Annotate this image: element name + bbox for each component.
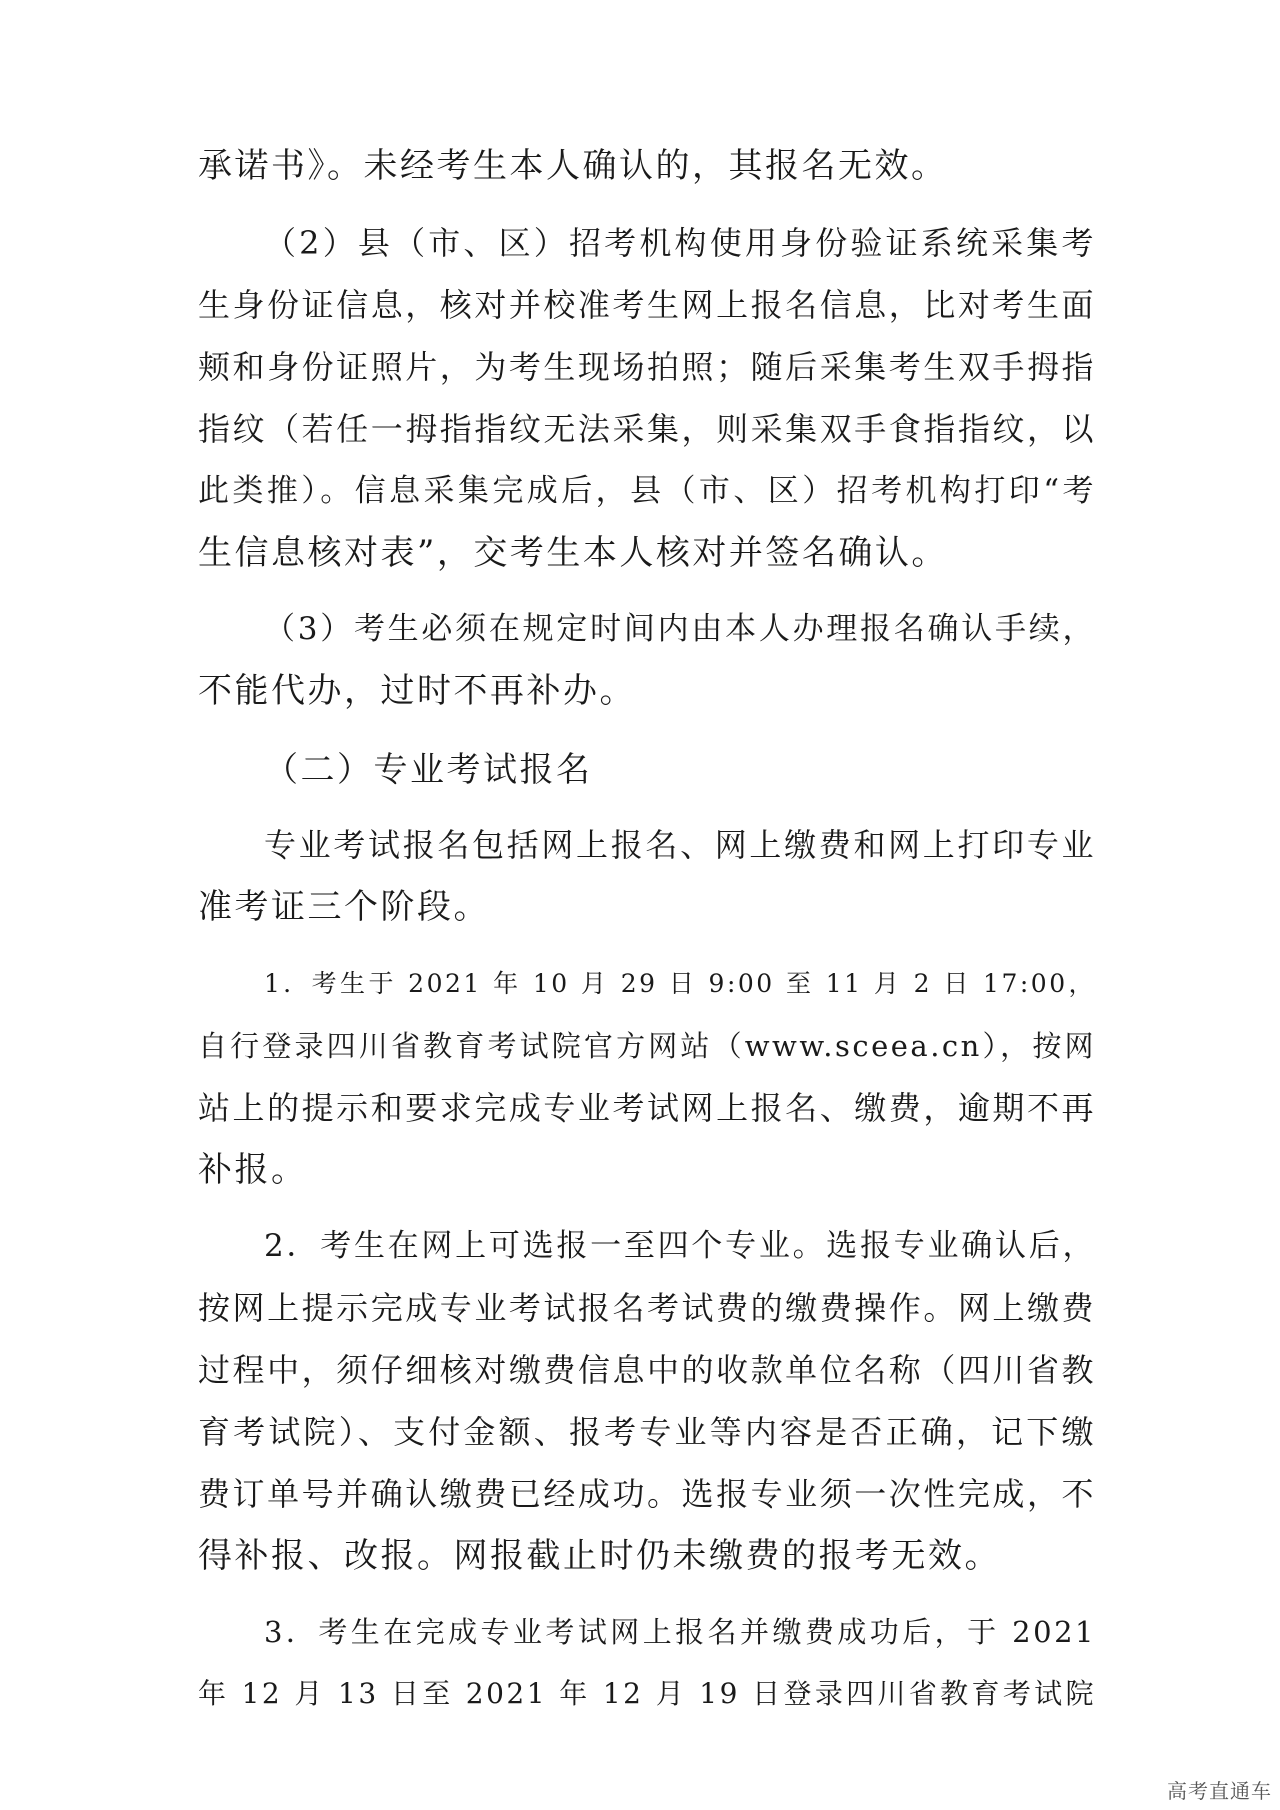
text-line: 专业考试报名包括网上报名、网上缴费和网上打印专业 xyxy=(264,826,1096,864)
text-line: 按网上提示完成专业考试报名考试费的缴费操作。网上缴费 xyxy=(198,1289,1096,1327)
text-line: 生信息核对表”，交考生本人核对并签名确认。 xyxy=(198,533,948,573)
text-line: 育考试院）、支付金额、报考专业等内容是否正确，记下缴 xyxy=(198,1413,1096,1451)
text-line: 补报。 xyxy=(198,1150,308,1190)
text-line: 2．考生在网上可选报一至四个专业。选报专业确认后， xyxy=(264,1228,1096,1264)
watermark-text: 高考直通车 xyxy=(1167,1779,1272,1803)
text-line: 费订单号并确认缴费已经成功。选报专业须一次性完成，不 xyxy=(198,1475,1096,1513)
text-line: 3．考生在完成专业考试网上报名并缴费成功后，于 2021 xyxy=(264,1615,1096,1649)
text-line: 准考证三个阶段。 xyxy=(198,887,490,927)
text-line: 自行登录四川省教育考试院官方网站（www.sceea.cn），按网 xyxy=(198,1029,1096,1063)
text-line: 1．考生于 2021 年 10 月 29 日 9:00 至 11 月 2 日 17:00， xyxy=(264,969,1096,998)
text-line: 站上的提示和要求完成专业考试网上报名、缴费，逾期不再 xyxy=(198,1089,1096,1127)
text-line: 生身份证信息，核对并校准考生网上报名信息，比对考生面 xyxy=(198,286,1096,324)
text-line: 年 12 月 13 日至 2021 年 12 月 19 日登录四川省教育考试院 xyxy=(198,1677,1096,1710)
document-page xyxy=(198,0,1096,1810)
text-line: 此类推）。信息采集完成后，县（市、区）招考机构打印“考 xyxy=(198,473,1096,509)
section-heading: （二）专业考试报名 xyxy=(264,750,593,790)
text-line: 不能代办，过时不再补办。 xyxy=(198,671,636,711)
text-line: 得补报、改报。网报截止时仍未缴费的报考无效。 xyxy=(198,1536,1001,1576)
text-line: 承诺书》。未经考生本人确认的，其报名无效。 xyxy=(198,146,948,186)
text-line: 过程中，须仔细核对缴费信息中的收款单位名称（四川省教 xyxy=(198,1351,1096,1389)
text-line: 指纹（若任一拇指指纹无法采集，则采集双手食指指纹，以 xyxy=(198,410,1096,448)
text-line: （2）县（市、区）招考机构使用身份验证系统采集考 xyxy=(264,224,1096,262)
text-line: 颊和身份证照片，为考生现场拍照；随后采集考生双手拇指 xyxy=(198,348,1096,386)
text-line: （3）考生必须在规定时间内由本人办理报名确认手续， xyxy=(264,611,1096,647)
